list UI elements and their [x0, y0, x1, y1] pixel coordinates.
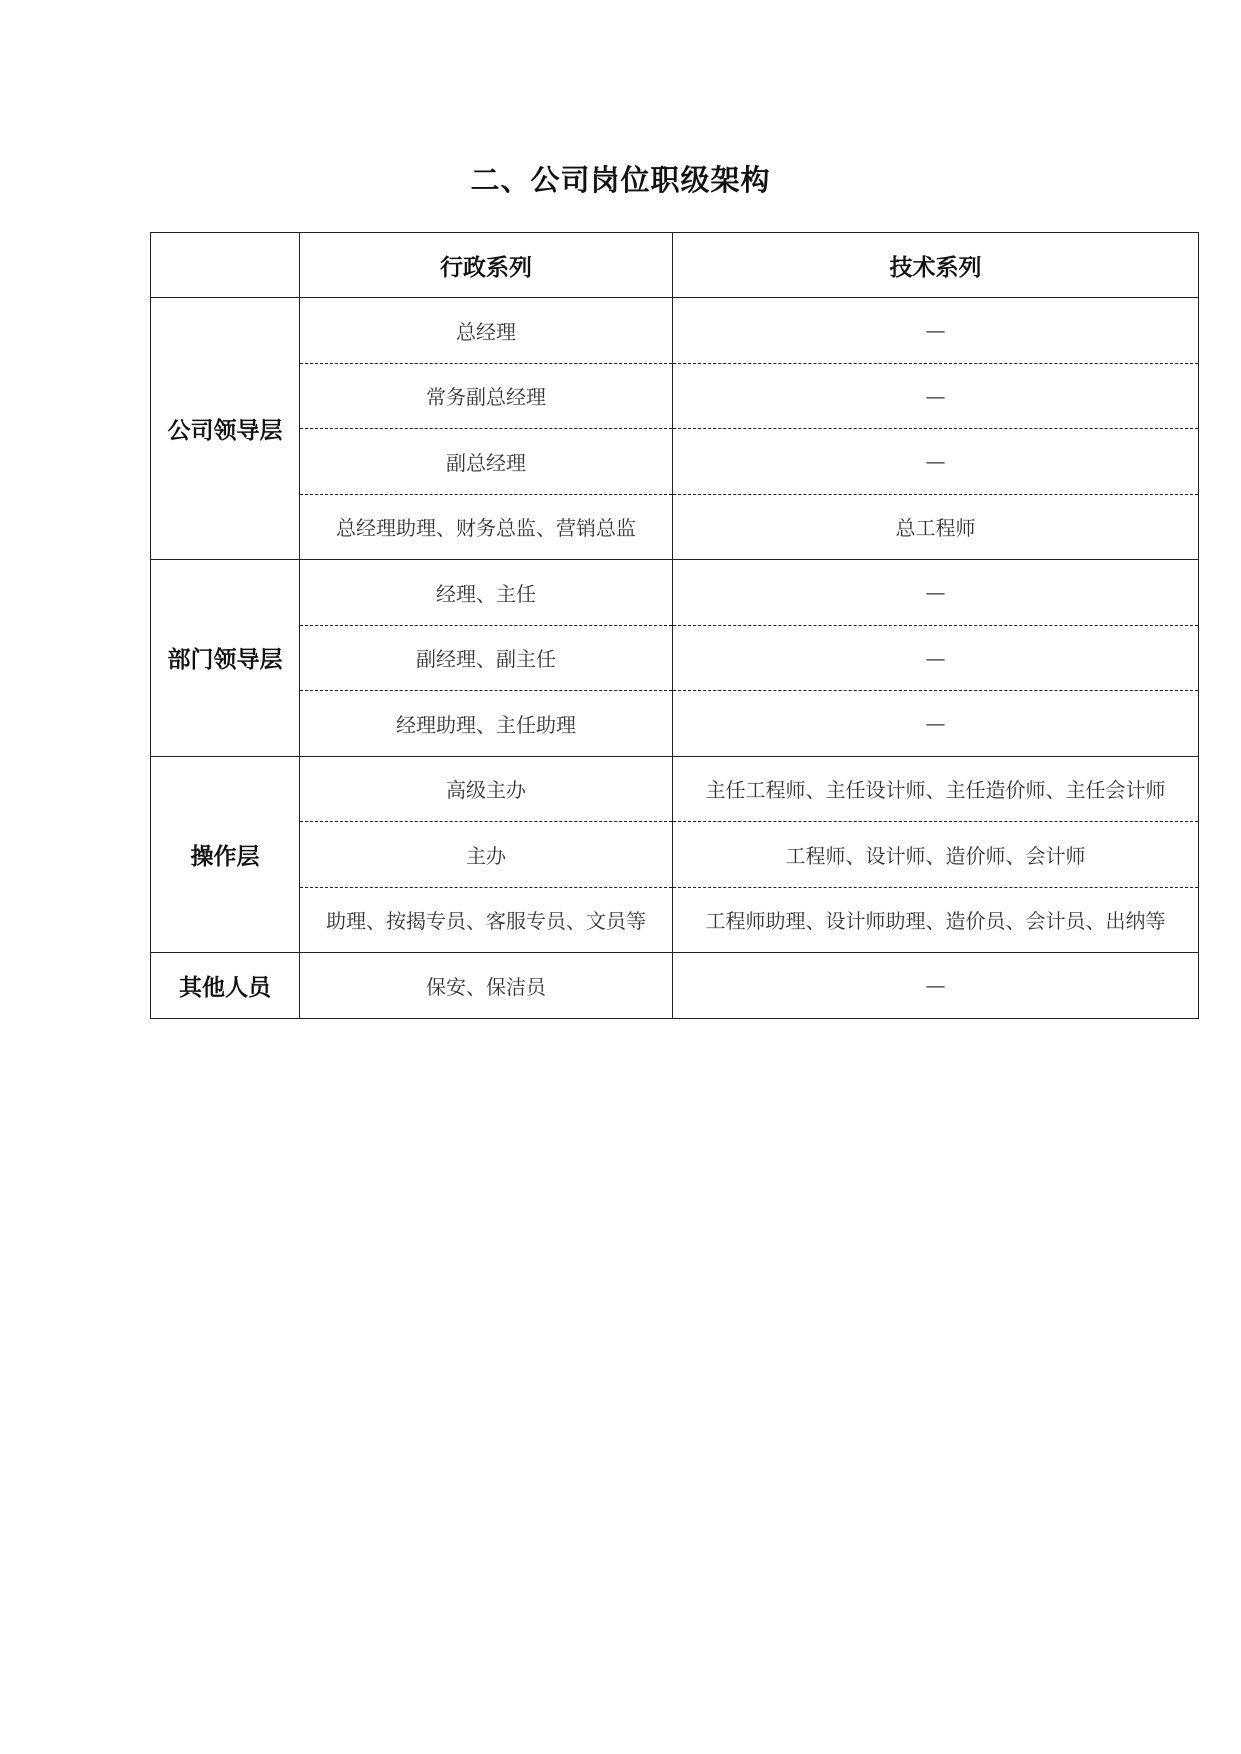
table-row [151, 756, 1199, 822]
admin-cell: 高级主办 [300, 756, 673, 822]
tech-cell: 主任工程师、主任设计师、主任造价师、主任会计师 [673, 756, 1199, 822]
level-label: 操作层 [151, 756, 300, 953]
admin-cell: 保安、保洁员 [300, 953, 673, 1019]
table-header-row [151, 233, 1199, 298]
tech-cell: — [673, 953, 1199, 1019]
table-row [151, 363, 1199, 429]
tech-cell: 工程师、设计师、造价师、会计师 [673, 822, 1199, 888]
table-row [151, 560, 1199, 626]
header-tech-series: 技术系列 [673, 233, 1199, 298]
tech-cell: — [673, 298, 1199, 364]
admin-cell: 副总经理 [300, 429, 673, 495]
admin-cell: 副经理、副主任 [300, 625, 673, 691]
tech-cell: — [673, 363, 1199, 429]
table-row [151, 298, 1199, 364]
tech-cell: 工程师助理、设计师助理、造价员、会计员、出纳等 [673, 887, 1199, 953]
level-label: 其他人员 [151, 953, 300, 1019]
tech-cell: — [673, 691, 1199, 757]
page-title: 二、公司岗位职级架构 [470, 163, 771, 197]
admin-cell: 常务副总经理 [300, 363, 673, 429]
table-row [151, 625, 1199, 691]
admin-cell: 经理助理、主任助理 [300, 691, 673, 757]
tech-cell: — [673, 560, 1199, 626]
admin-cell: 总经理 [300, 298, 673, 364]
admin-cell: 总经理助理、财务总监、营销总监 [300, 494, 673, 560]
tech-cell: — [673, 625, 1199, 691]
admin-cell: 助理、按揭专员、客服专员、文员等 [300, 887, 673, 953]
level-label: 公司领导层 [151, 298, 300, 560]
tech-cell: 总工程师 [673, 494, 1199, 560]
position-grade-table [150, 232, 1199, 1019]
table-row [151, 887, 1199, 953]
header-admin-series: 行政系列 [300, 233, 673, 298]
admin-cell: 经理、主任 [300, 560, 673, 626]
header-corner [151, 233, 300, 298]
tech-cell: — [673, 429, 1199, 495]
level-label: 部门领导层 [151, 560, 300, 757]
table-row [151, 953, 1199, 1019]
table-row [151, 822, 1199, 888]
admin-cell: 主办 [300, 822, 673, 888]
table-row [151, 691, 1199, 757]
table-row [151, 429, 1199, 495]
table-row [151, 494, 1199, 560]
